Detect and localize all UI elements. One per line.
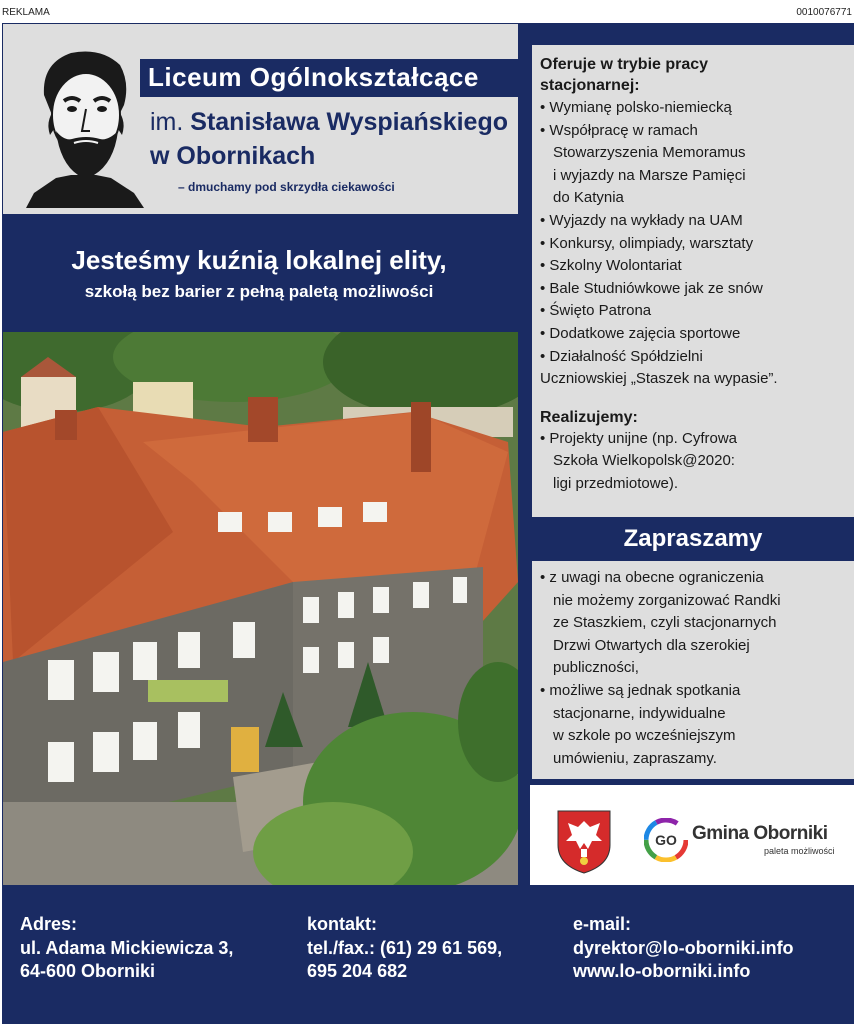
footer-address: Adres: ul. Adama Mickiewicza 3, 64-600 Oborniki (20, 914, 234, 981)
gmina-go-logo-icon (644, 818, 688, 862)
offer-item: • Współpracę w ramach Stowarzyszenia Memoramus i wyjazdy na Marsze Pamięci do Katynia (540, 121, 746, 207)
invite-item: • z uwagi na obecne ograniczenia nie możemy zorganizować Randki ze Staszkiem, czyli stacjonarnych Drzwi Otwartych dla szerokiej publiczności, (540, 569, 781, 677)
school-patron: im. Stanisława Wyspiańskiego (150, 108, 508, 136)
footer-contact: kontakt: tel./fax.: (61) 29 61 569, 695 204 682 (307, 913, 502, 984)
invite-heading-bar (532, 519, 854, 559)
coat-of-arms-icon (556, 809, 612, 875)
invite-section (540, 567, 848, 770)
mobile-number[interactable]: 695 204 682 (307, 961, 408, 981)
gmina-name: Gmina Oborniki (692, 823, 828, 844)
advert-id: 0010076771 (796, 7, 852, 18)
offer-item: • Bale Studniówkowe jak ze snów (540, 279, 763, 297)
footer-email: e-mail: dyrektor@lo-oborniki.info www.lo-oborniki.info (573, 913, 794, 984)
offer-item: • Dodatkowe zajęcia sportowe (540, 324, 741, 342)
offer-item-continuation: Uczniowskiej „Staszek na wypasie”. (540, 370, 778, 388)
go-logo-text: GO (655, 832, 677, 848)
email-link[interactable]: dyrektor@lo-oborniki.info (573, 937, 794, 958)
offer-item: • Działalność Spółdzielni (540, 347, 703, 365)
patron-portrait-icon (16, 43, 151, 208)
realize-item: • Projekty unijne (np. Cyfrowa Szkoła Wielkopolsk@2020: ligi przedmiotowe). (540, 429, 737, 492)
offer-heading: Oferuje w trybie pracy stacjonarnej: (540, 56, 709, 94)
invite-item: • możliwe są jednak spotkania stacjonarne, indywidualne w szkole po wcześniejszym umówieniu, zapraszamy. (540, 681, 741, 767)
realize-heading: Realizujemy: (540, 408, 638, 426)
offer-section (540, 54, 850, 496)
slogan-sub: szkołą bez barier z pełną paletą możliwości (84, 282, 434, 301)
offer-item: • Konkursy, olimpiady, warsztaty (540, 234, 754, 252)
school-tagline: – dmuchamy pod skrzydła ciekawości (178, 180, 395, 194)
offer-item: • Wyjazdy na wykłady na UAM (540, 211, 743, 229)
website-link[interactable]: www.lo-oborniki.info (573, 961, 751, 981)
offer-item: • Wymianę polsko-niemiecką (540, 99, 732, 116)
school-name: Liceum Ogólnokształcące (148, 62, 479, 92)
offer-item: • Święto Patrona (540, 302, 652, 320)
advert-label: REKLAMA (2, 7, 50, 18)
top-info-line (0, 0, 855, 22)
school-building-photo (3, 332, 518, 885)
offer-item: • Szkolny Wolontariat (540, 257, 682, 275)
phone-number[interactable]: tel./fax.: (61) 29 61 569, (307, 937, 503, 958)
invite-heading: Zapraszamy (623, 525, 763, 552)
gmina-tagline: paleta możliwości (764, 846, 835, 856)
school-town: w Obornikach (150, 142, 316, 170)
slogan-main: Jesteśmy kuźnią lokalnej elity, (71, 245, 447, 275)
